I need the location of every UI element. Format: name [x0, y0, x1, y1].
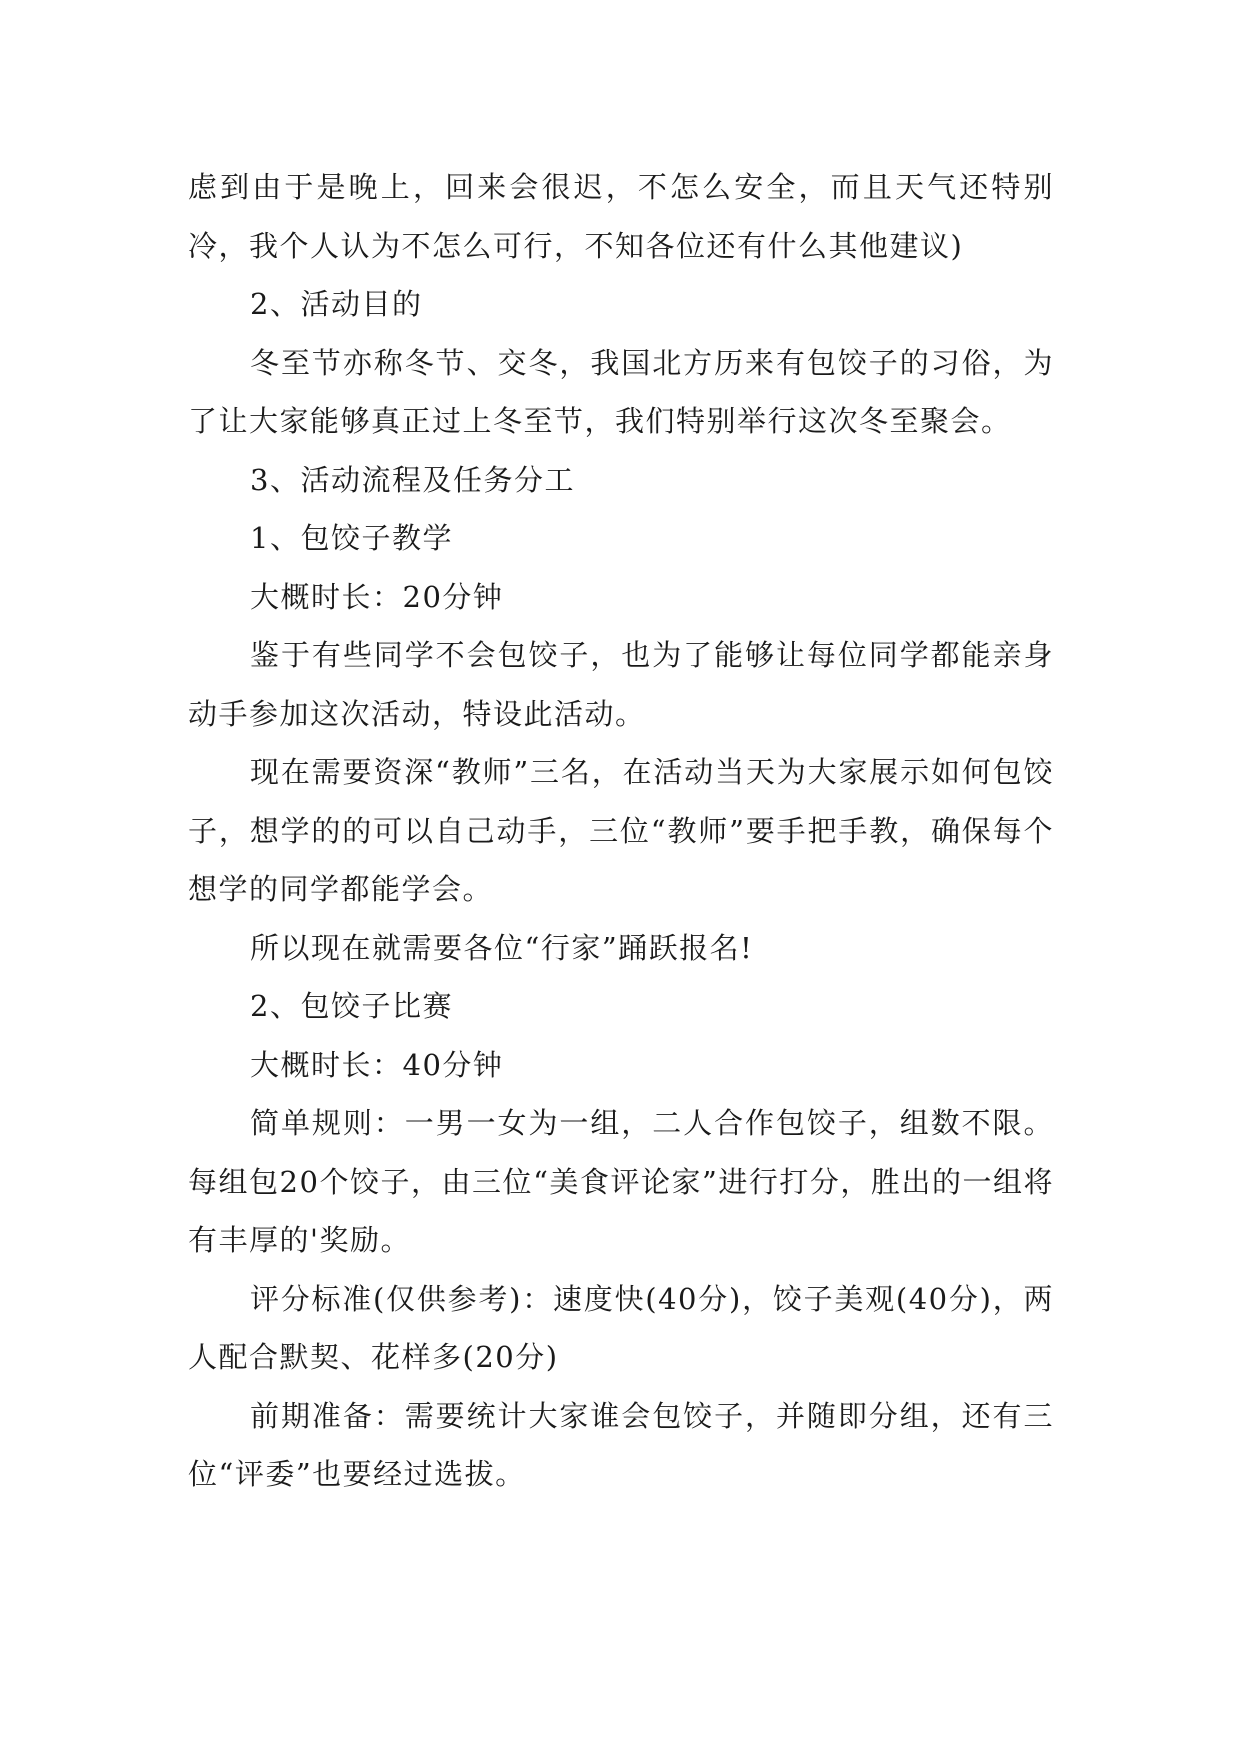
- document-page: [188, 158, 1054, 1504]
- heading-dumpling-contest: 2、包饺子比赛: [250, 989, 453, 1023]
- paragraph-teachers-needed: 现在需要资深“教师”三名，在活动当天为大家展示如何包饺子，想学的的可以自己动手，三位“教师”要手把手教，确保每个想学的同学都能学会。: [188, 755, 1054, 906]
- heading-process-and-tasks: 3、活动流程及任务分工: [250, 462, 575, 497]
- paragraph-preparation: 前期准备：需要统计大家谁会包饺子，并随即分组，还有三位“评委”也要经过选拔。: [188, 1398, 1054, 1491]
- contest-duration: 大概时长：40分钟: [250, 1047, 504, 1082]
- heading-activity-purpose: 2、活动目的: [250, 287, 423, 321]
- paragraph-continuation: 虑到由于是晚上，回来会很迟，不怎么安全，而且天气还特别冷，我个人认为不怎么可行，不知各位还有什么其他建议): [188, 170, 1054, 263]
- heading-dumpling-teaching: 1、包饺子教学: [250, 521, 453, 555]
- teaching-duration: 大概时长：20分钟: [250, 579, 504, 614]
- paragraph-purpose: 冬至节亦称冬节、交冬，我国北方历来有包饺子的习俗，为了让大家能够真正过上冬至节，我们特别举行这次冬至聚会。: [188, 345, 1054, 438]
- paragraph-scoring-criteria: 评分标准(仅供参考)：速度快(40分)，饺子美观(40分)，两人配合默契、花样多(20分): [188, 1281, 1054, 1374]
- paragraph-teaching-reason: 鉴于有些同学不会包饺子，也为了能够让每位同学都能亲身动手参加这次活动，特设此活动。: [188, 638, 1054, 731]
- paragraph-contest-rules: 简单规则：一男一女为一组，二人合作包饺子，组数不限。每组包20个饺子，由三位“美食评论家”进行打分，胜出的一组将有丰厚的'奖励。: [188, 1106, 1054, 1257]
- paragraph-signup-call: 所以现在就需要各位“行家”踊跃报名!: [250, 930, 754, 965]
